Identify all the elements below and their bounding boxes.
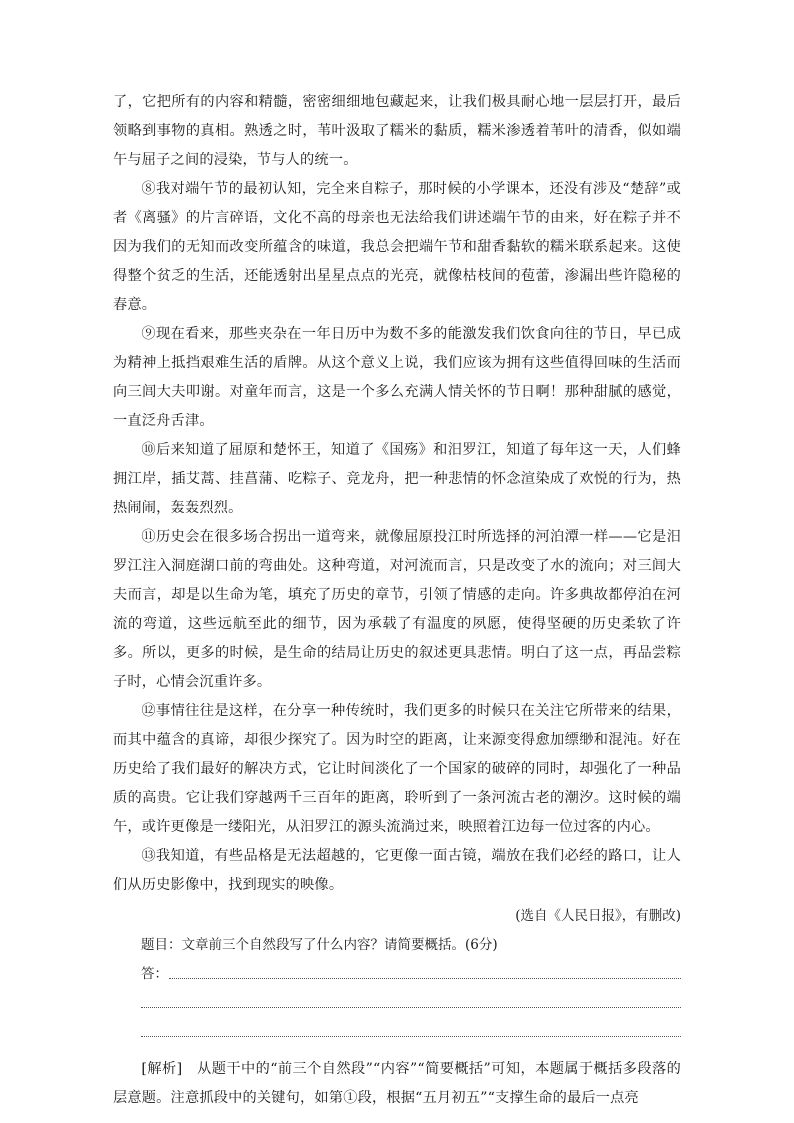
paragraph-13: ⑬我知道，有些品格是无法超越的，它更像一面古镜，端放在我们必经的路口，让人们从历史影像中，找到现实的映像。 [113,848,681,893]
analysis-paragraph: [解析] 从题干中的“前三个自然段”“内容”“简要概括”可知，本题属于概括多段落的层意题。注意抓段中的关键句，如第①段，根据“五月初五”“支撑生命的最后一点亮 [113,1061,681,1106]
answer-line-2[interactable] [113,989,681,1018]
answer-dotted-line [141,1036,681,1037]
paragraph-12: ⑫事情往往是这样，在分享一种传统时，我们更多的时候只在关注它所带来的结果，而其中蕴含的真谛，却很少探究了。因为时空的距离，让来源变得愈加缥缈和混沌。好在历史给了我们最好的解决方式，它让时间淡化了一个国家的破碎的同时，却强化了一种品质的高贵。它让我们穿越两千三百年的距离，聆听到了一条河流古老的潮汐。这时候的端午，或许更像是一缕阳光，从汨罗江的源头流淌过来，映照着江边每一位过客的内心。 [113,703,681,835]
answer-line-1[interactable] [113,960,681,989]
document-page [113,88,681,1113]
paragraph-10: ⑩后来知道了屈原和楚怀王，知道了《国殇》和汨罗江，知道了每年这一天，人们蜂拥江岸，插艾蒿、挂菖蒲、吃粽子、竞龙舟，把一种悲情的怀念渲染成了欢悦的行为，热热闹闹，轰轰烈烈。 [113,442,681,516]
answer-dotted-line [169,978,681,979]
paragraph-9: ⑨现在看来，那些夹杂在一年日历中为数不多的能激发我们饮食向往的节日，早已成为精神上抵挡艰难生活的盾牌。从这个意义上说，我们应该为拥有这些值得回味的生活而向三闾大夫叩谢。对童年而言，这是一个多么充满人情关怀的节日啊！那种甜腻的感觉，一直泛舟舌津。 [113,326,681,429]
paragraph-11: ⑪历史会在很多场合拐出一道弯来，就像屈原投江时所选择的河泊潭一样——它是汨罗江注入洞庭湖口前的弯曲处。这种弯道，对河流而言，只是改变了水的流向；对三闾大夫而言，却是以生命为笔，填充了历史的章节，引领了情感的走向。许多典故都停泊在河流的弯道，这些远航至此的细节，因为承载了有温度的夙愿，使得坚硬的历史柔软了许多。所以，更多的时候，是生命的结局让历史的叙述更具悲情。明白了这一点，再品尝粽子时，心情会沉重许多。 [113,529,681,690]
answer-line-3[interactable] [113,1018,681,1047]
source-citation: (选自《人民日报》，有删改) [515,908,681,924]
question-prompt: 题目：文章前三个自然段写了什么内容？请简要概括。(6分) [141,937,498,953]
answer-label: 答： [141,966,168,982]
paragraph-7-continued: 了，它把所有的内容和精髓，密密细细地包藏起来，让我们极具耐心地一层层打开，最后领略到事物的真相。熟透之时，苇叶汲取了糯米的黏质，糯米渗透着苇叶的清香，似如端午与屈子之间的浸染，节与人的统一。 [113,94,681,168]
answer-dotted-line [141,1007,681,1008]
paragraph-8: ⑧我对端午节的最初认知，完全来自粽子，那时候的小学课本，还没有涉及“楚辞”或者《离骚》的片言碎语，文化不高的母亲也无法给我们讲述端午节的由来，好在粽子并不因为我们的无知而改变所蕴含的味道，我总会把端午节和甜香黏软的糯米联系起来。这使得整个贫乏的生活，还能透射出星星点点的光亮，就像枯枝间的苞蕾，渗漏出些许隐秘的春意。 [113,181,681,313]
